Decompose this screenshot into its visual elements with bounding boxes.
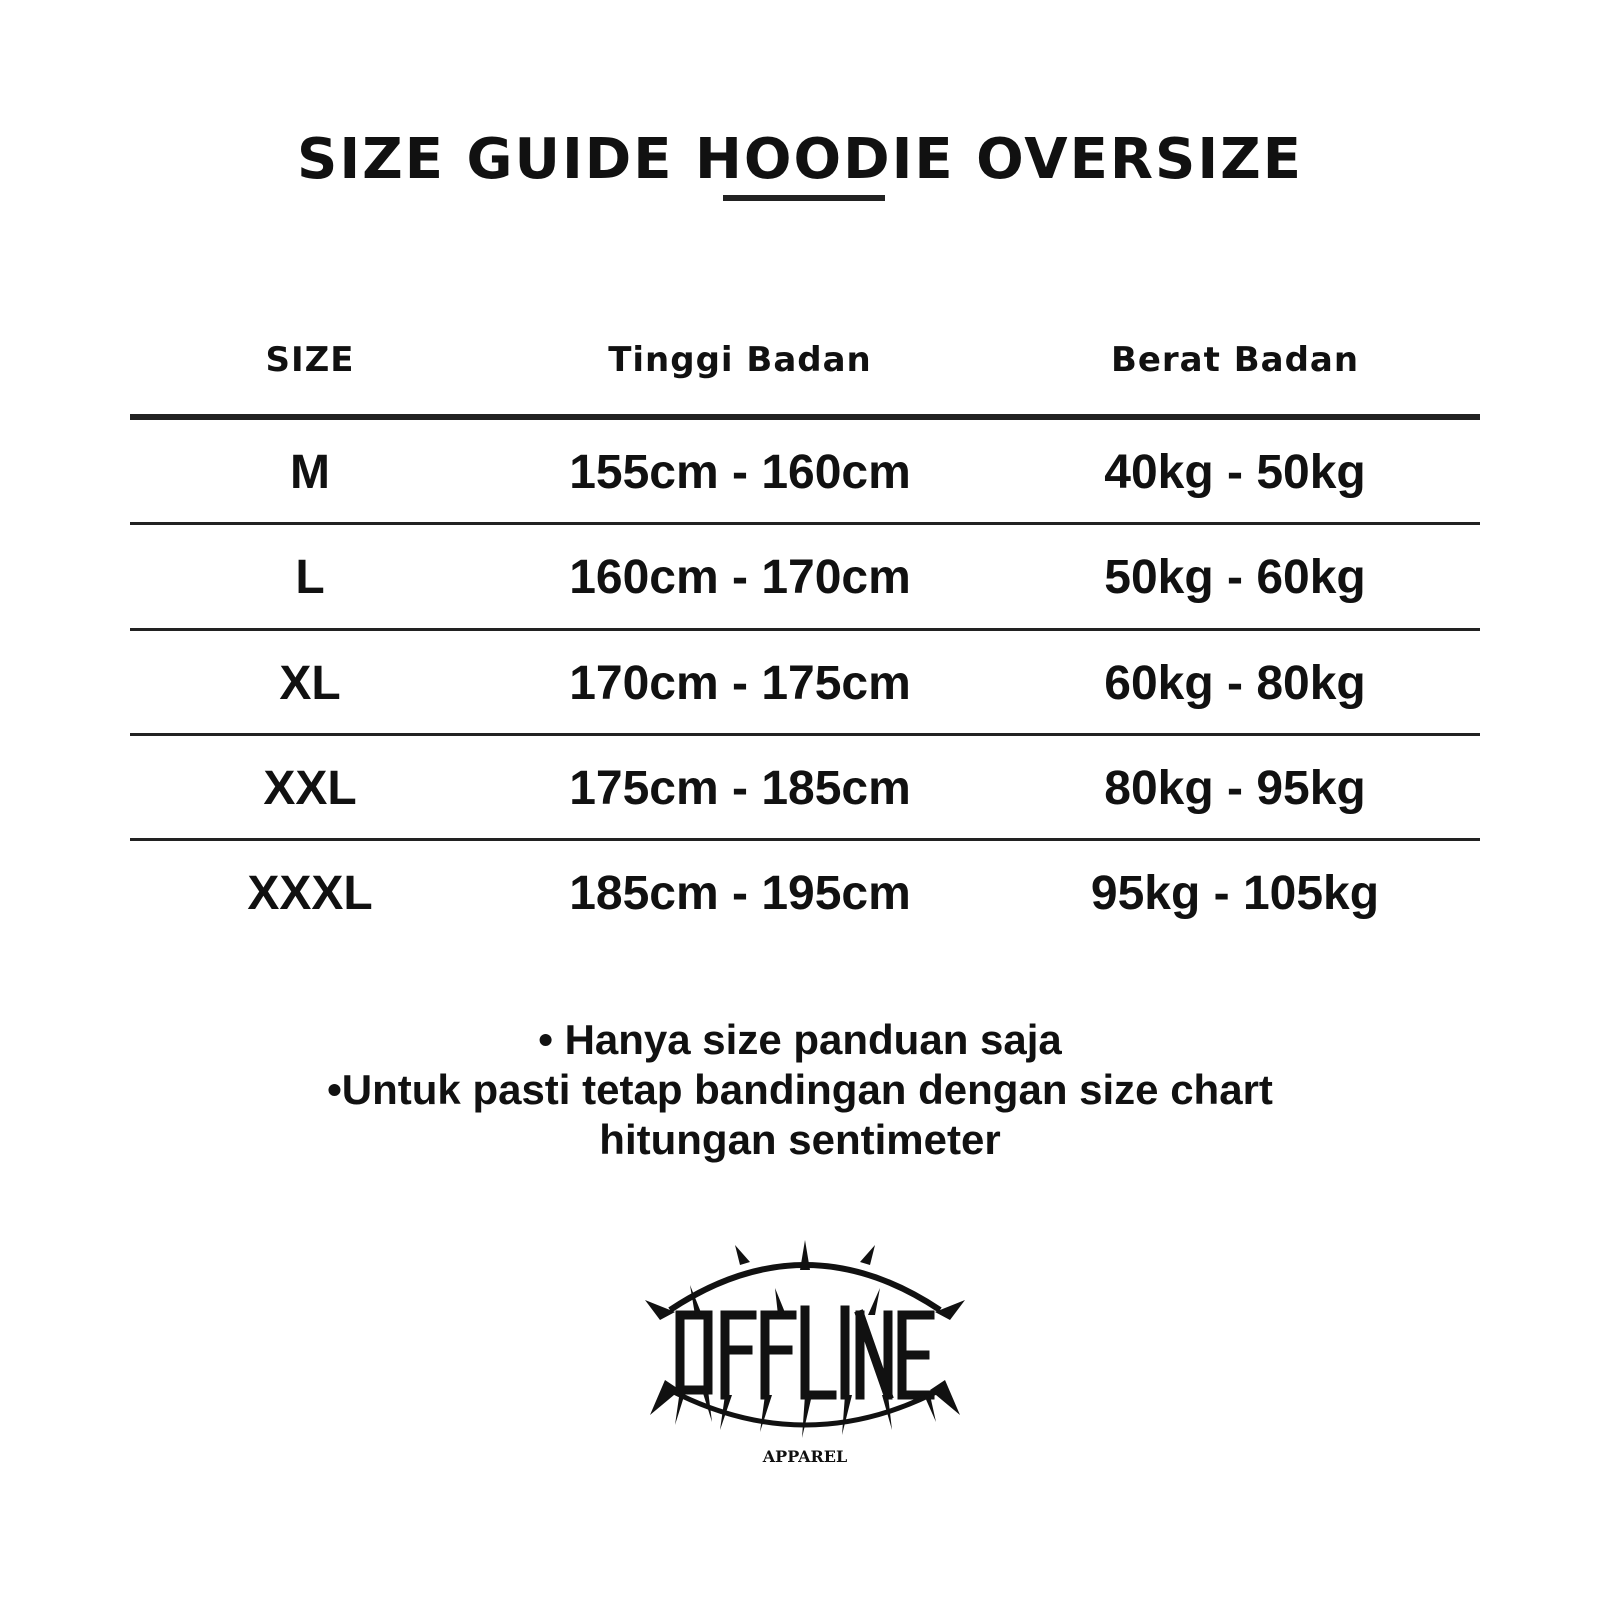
header-size: SIZE [265,340,355,380]
height-cell: 170cm - 175cm [569,657,911,710]
table-row [130,525,1480,631]
table-row [130,841,1480,947]
note-line: • Hanya size panduan saja [538,1016,1062,1063]
weight-cell: 50kg - 60kg [1104,551,1366,604]
weight-cell: 80kg - 95kg [1104,762,1366,815]
size-cell: XXXL [247,867,373,920]
table-header-row [130,320,1480,400]
note-line: hitungan sentimeter [599,1116,1001,1163]
weight-cell: 95kg - 105kg [1090,867,1380,920]
weight-cell: 60kg - 80kg [1104,657,1366,710]
table-row [130,736,1480,842]
title-underline [723,195,885,201]
note-line: •Untuk pasti tetap bandingan dengan size chart [327,1066,1273,1113]
size-cell: M [290,446,330,499]
brand-logo [640,1240,970,1470]
size-cell: XXL [263,762,357,815]
height-cell: 155cm - 160cm [569,446,911,499]
height-cell: 185cm - 195cm [569,867,911,920]
header-weight: Berat Badan [1110,340,1360,380]
offline-apparel-logo-icon [640,1240,970,1470]
table-row [130,420,1480,526]
header-height: Tinggi Badan [608,340,872,380]
size-cell: XL [279,657,341,710]
page-title: SIZE GUIDE HOODIE OVERSIZE [296,127,1304,192]
logo-subtext: APPAREL [762,1447,848,1466]
size-cell: L [295,551,325,604]
height-cell: 160cm - 170cm [569,551,911,604]
table-row [130,631,1480,737]
weight-cell: 40kg - 50kg [1104,446,1366,499]
height-cell: 175cm - 185cm [569,762,911,815]
notes [0,1015,1600,1165]
